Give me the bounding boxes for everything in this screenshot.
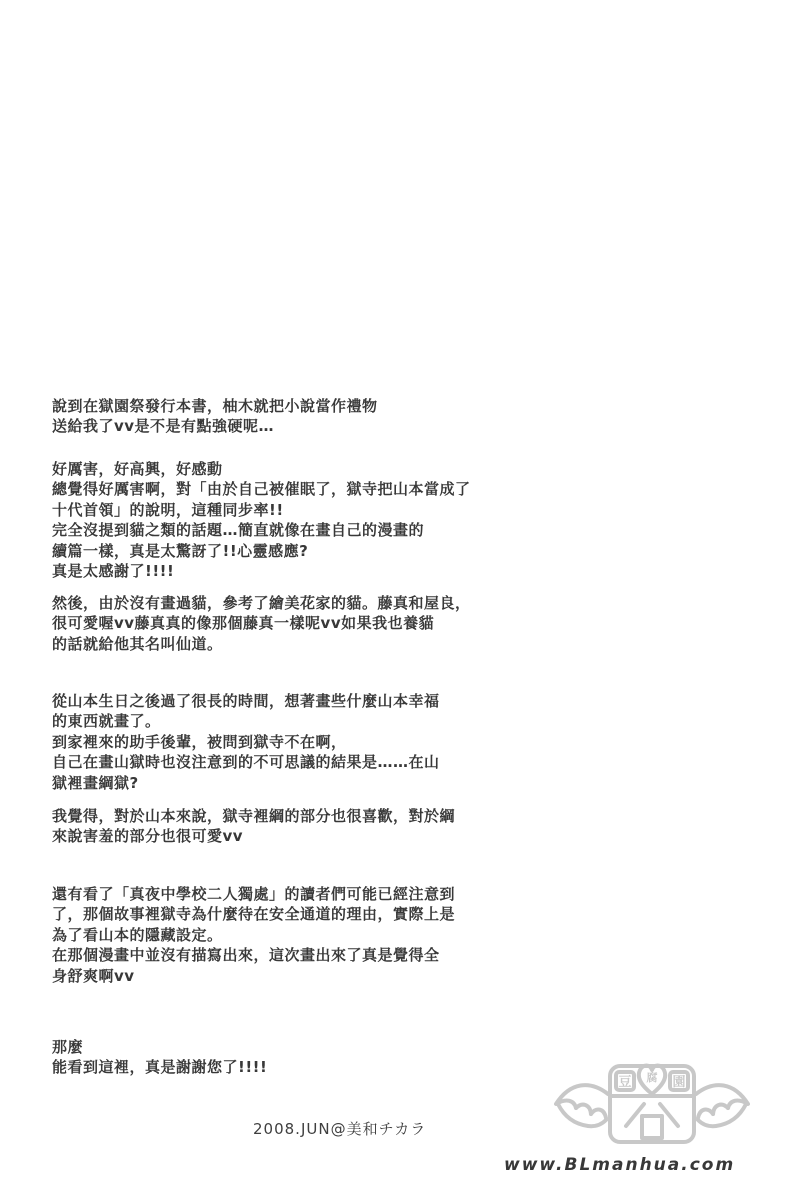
text-line: 從山本生日之後過了很長的時間，想著畫些什麼山本幸福 — [52, 692, 440, 710]
text-line: 的話就給他其名叫仙道。 — [52, 634, 223, 653]
text-line: 身舒爽啊vv — [52, 966, 135, 985]
logo-glyph-right: 園 — [672, 1075, 686, 1090]
text-line: 來說害羞的部分也很可愛vv — [52, 827, 244, 846]
text-line: 了，那個故事裡獄寺為什麼待在安全通道的理由，實際上是 — [52, 905, 456, 924]
blmanhua-logo-icon — [544, 1044, 760, 1150]
text-line: 十代首領」的說明，這種同步率!! — [52, 500, 284, 519]
text-line: 說到在獄園祭發行本書，柚木就把小說當作禮物 — [52, 397, 378, 415]
afterword-paragraph-6 — [52, 884, 456, 986]
logo-glyph-heart: 腐 — [646, 1071, 658, 1084]
text-line: 很可愛喔vv藤真真的像那個藤真一樣呢vv如果我也養貓 — [52, 614, 435, 633]
text-line: 我覺得，對於山本來說，獄寺裡綱的部分也很喜歡，對於綱 — [52, 807, 456, 825]
text-line: 自己在畫山獄時也沒注意到的不可思議的結果是……在山 — [52, 753, 440, 772]
text-line: 總覺得好厲害啊，對「由於自己被催眠了，獄寺把山本當成了 — [52, 480, 471, 499]
afterword-closing — [52, 1037, 432, 1078]
text-line: 到家裡來的助手後輩，被問到獄寺不在啊， — [52, 732, 347, 751]
afterword-paragraph-5 — [52, 806, 456, 847]
text-line: 續篇一樣，真是太驚訝了!!心靈感應? — [52, 541, 309, 560]
afterword-paragraph-4 — [52, 691, 440, 793]
afterword-paragraph-2 — [52, 459, 471, 581]
text-line: 的東西就畫了。 — [52, 712, 161, 731]
afterword-paragraph-1 — [52, 396, 432, 437]
watermark-site-url: www.BLmanhua.com — [504, 1155, 736, 1175]
text-line: 好厲害，好高興，好感動 — [52, 460, 223, 478]
text-line: 那麼 — [52, 1038, 84, 1056]
text-line: 為了看山本的隱藏設定。 — [52, 925, 223, 944]
text-line: 送給我了vv是不是有點強硬呢… — [52, 417, 275, 436]
text-line: 完全沒提到貓之類的話題…簡直就像在畫自己的漫畫的 — [52, 521, 425, 540]
logo-glyph-left: 豆 — [618, 1075, 632, 1090]
author-signature: 2008.JUN@美和チカラ — [253, 1120, 427, 1138]
text-line: 獄裡畫綱獄? — [52, 773, 139, 792]
text-line: 真是太感謝了!!!! — [52, 562, 175, 581]
text-line: 然後，由於沒有畫過貓，參考了繪美花家的貓。藤真和屋良， — [52, 594, 471, 612]
text-line: 還有看了「真夜中學校二人獨處」的讀者們可能已經注意到 — [52, 885, 456, 903]
text-line: 在那個漫畫中並沒有描寫出來，這次畫出來了真是覺得全 — [52, 946, 440, 965]
text-line: 能看到這裡，真是謝謝您了!!!! — [52, 1058, 268, 1077]
afterword-paragraph-3 — [52, 593, 471, 654]
